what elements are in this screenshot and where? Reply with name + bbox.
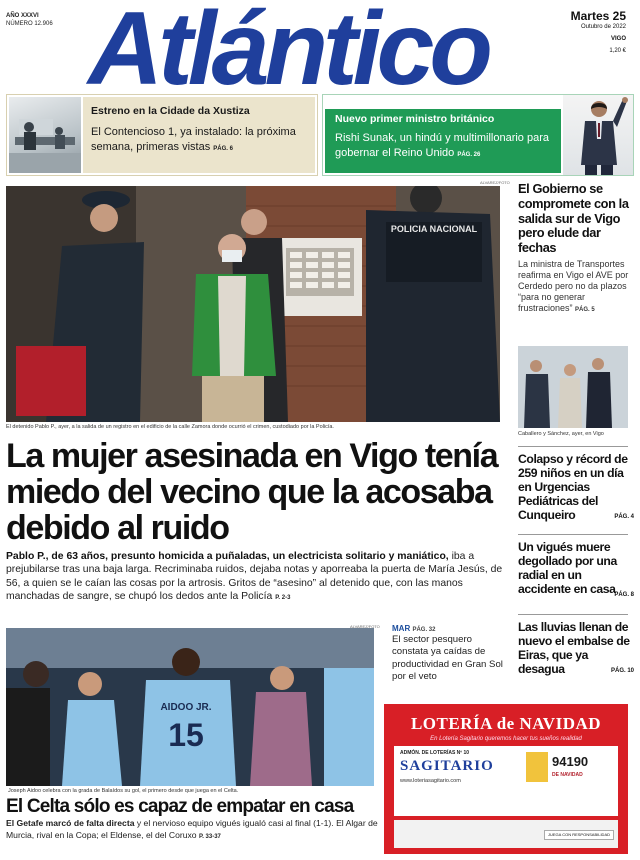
sidebar-headline: Las lluvias llenan de nuevo el embalse de Eiras, que ya desagua bbox=[518, 620, 630, 676]
lottery-url: www.loteriasagitario.com bbox=[400, 778, 461, 784]
sidebar-headline: Un vigués muere degollado por una radial en un accidente en casa bbox=[518, 540, 617, 596]
sidebar-divider bbox=[518, 614, 628, 615]
sports-lede bbox=[6, 818, 380, 843]
teaser-uk-text: Rishi Sunak, un hindú y multimillonario para gobernar el Reino Unido PÁG. 26 bbox=[335, 132, 549, 159]
sports-lede-rest: y el nervioso equipo vigués igualó casi al final (1-1). El Algar de Murcia, rival en la Copa; el Eldense, el del Coruxo bbox=[6, 818, 378, 840]
teaser-court-text: El Contencioso 1, ya instalado: la próxima semana, primeras vistas PÁG. 6 bbox=[91, 126, 296, 153]
jersey-number: 15 bbox=[168, 717, 204, 753]
sidebar-story-urgencias[interactable]: Colapso y récord de 259 niños en un día en Urgencias Pediátricas del Cunqueiro PÁG. 4 bbox=[518, 452, 634, 522]
sports-photo-caption: Joseph Aidoo celebra con la grada de Balaídos su gol, el primero desde que juega en el Celta. bbox=[8, 788, 239, 794]
main-photo-credit: ALVAREZ/FOTO bbox=[480, 180, 510, 185]
lottery-ticket-caption: DE NAVIDAD bbox=[552, 772, 583, 778]
sidebar-story-accidente[interactable]: Un vigués muere degollado por una radial en un accidente en casa PÁG. 8 bbox=[518, 540, 634, 598]
lottery-title: LOTERÍA de NAVIDAD bbox=[410, 714, 602, 733]
issue-date: Outubro de 2022 bbox=[580, 24, 626, 30]
main-lede-rest: iba a prejubilarse tras una baja larga. Recriminaba ruidos, dejaba notas y aporreaba la puerta de María Jesús, de 56, a quien se le caían las cosas por la artrosis. Gritos de “asesino” al detenido que, con las manos manchadas de sangre, se chupó los dedos ante la Policía bbox=[6, 551, 503, 603]
teaser-uk-kicker: Nuevo primer ministro británico bbox=[335, 113, 495, 125]
price: 1,20 € bbox=[609, 48, 626, 54]
mar-kicker: MAR PÁG. 32 bbox=[392, 624, 436, 633]
teaser-uk-page: PÁG. 26 bbox=[457, 152, 481, 158]
sidebar-story-eiras[interactable]: Las lluvias llenan de nuevo el embalse de Eiras, que ya desagua PÁG. 10 bbox=[518, 620, 634, 676]
police-vest-label: POLICIA NACIONAL bbox=[390, 224, 478, 234]
sports-photo-credit: ALVAREZ/FOTO bbox=[350, 624, 380, 629]
main-headline[interactable]: La mujer asesinada en Vigo tenía miedo del vecino que la acosaba debido al ruido bbox=[6, 437, 498, 547]
sidebar-photo-caption: Caballero y Sánchez, ayer, en Vigo bbox=[518, 431, 604, 437]
mar-text: El sector pesquero constata ya caídas de productividad en Gran Sol por el veto bbox=[392, 634, 503, 683]
teaser-uk-minister[interactable] bbox=[322, 94, 634, 176]
sports-headline[interactable]: El Celta sólo es capaz de empatar en casa bbox=[6, 796, 354, 817]
sports-lede-bold: El Getafe marcó de falta directa bbox=[6, 818, 135, 828]
teaser-court-photo bbox=[9, 97, 81, 173]
teaser-court-page: PÁG. 6 bbox=[213, 146, 233, 152]
issue-info bbox=[6, 12, 53, 28]
lottery-ad[interactable] bbox=[384, 704, 628, 854]
logo-text: Atlántico bbox=[88, 4, 488, 94]
year-label: AÑO XXXVI bbox=[6, 13, 39, 19]
sidebar-photo bbox=[518, 346, 628, 428]
main-lede bbox=[6, 550, 504, 606]
sidebar-headline: Colapso y récord de 259 niños en un día en Urgencias Pediátricas del Cunqueiro bbox=[518, 452, 628, 522]
edition-city: VIGO bbox=[610, 36, 626, 42]
main-photo-caption: El detenido Pablo P., ayer, a la salida de un registro en el edificio de la calle Zamora donde ocurrió el crimen, custodiado por la Policía. bbox=[6, 424, 334, 430]
sports-photo bbox=[6, 628, 374, 786]
teaser-uk-photo bbox=[563, 95, 633, 175]
lottery-image bbox=[526, 752, 548, 782]
date-block bbox=[571, 10, 626, 56]
main-photo bbox=[6, 186, 500, 422]
lottery-ticket-number: 94190 bbox=[552, 754, 589, 769]
sidebar-headline: El Gobierno se compromete con la salida sur de Vigo pero elude dar fechas bbox=[518, 181, 629, 256]
teaser-court[interactable] bbox=[6, 94, 318, 176]
newspaper-logo bbox=[86, 4, 556, 94]
lottery-responsible-badge: JUEGA CON RESPONSABILIDAD bbox=[544, 830, 614, 840]
sports-page: P. 33-37 bbox=[198, 833, 221, 840]
lottery-footer bbox=[394, 820, 618, 848]
sidebar-story-gobierno[interactable] bbox=[518, 182, 634, 316]
teaser-court-kicker: Estreno en la Cidade da Xustiza bbox=[91, 105, 250, 117]
sidebar-divider bbox=[518, 446, 628, 447]
sidebar-divider bbox=[518, 534, 628, 535]
lottery-brand: SAGITARIO bbox=[400, 758, 494, 774]
sidebar-body: La ministra de Transportes reafirma en Vigo el AVE por Cerdedo pero no da plazos “para no generar frustraciones” PÁG. 5 bbox=[518, 258, 629, 313]
issue-number: NÚMERO 12.906 bbox=[6, 21, 53, 27]
lottery-subtitle: En Lotería Sagitario queremos hacer tus sueños realidad bbox=[430, 736, 582, 742]
issue-day: Martes 25 bbox=[570, 9, 626, 23]
main-lede-page: P. 2-3 bbox=[275, 595, 291, 602]
main-lede-bold: Pablo P., de 63 años, presunto homicida a puñaladas, un electricista solitario y maniático, bbox=[6, 551, 449, 562]
lottery-admin: ADMÓN. DE LOTERÍAS Nº 10 bbox=[400, 750, 470, 756]
mar-brief[interactable] bbox=[392, 624, 504, 684]
lottery-panel bbox=[394, 746, 618, 816]
jersey-name: AIDOO JR. bbox=[160, 702, 212, 713]
